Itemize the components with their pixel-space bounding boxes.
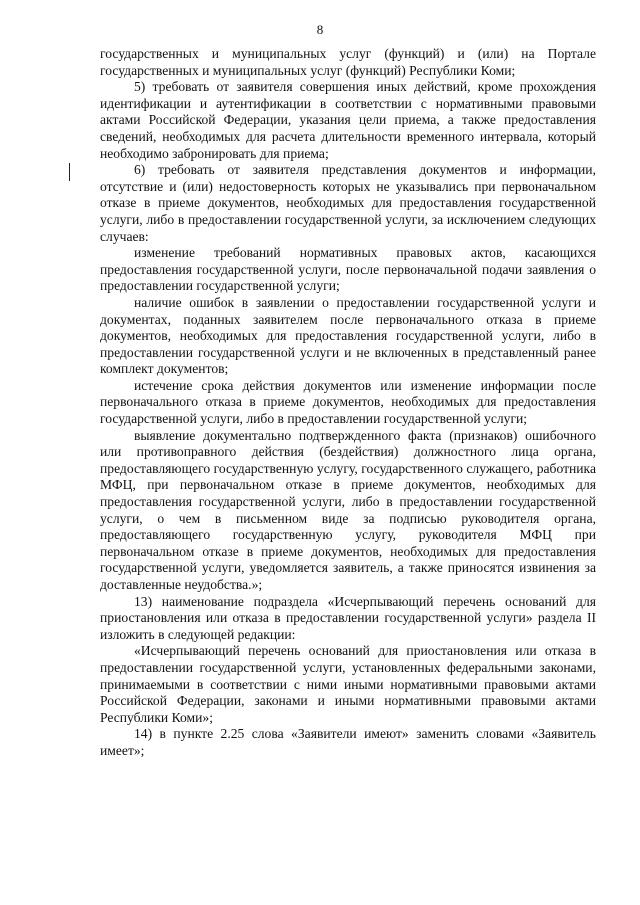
paragraph-exception-unlawful-action: выявление документально подтвержденного факта (признаков) ошибочного или противоправного действия (бездействия) должностного лица органа, предоставляющего государственную услугу, государственного служащего, работника МФЦ, при первоначальном отказе в приеме документов, необходимых для предоставления государственной услуги, либо в предоставлении государственной услуги, о чем в письменном виде за подписью руководителя органа, предоставляющего государственную услугу, руководителя МФЦ при первоначальном отказе в приеме документов, необходимых для предоставления государственной услуги, уведомляется заявитель, а также приносятся извинения за доставленные неудобства.»; (100, 427, 596, 592)
margin-mark (69, 163, 70, 181)
page-number: 8 (316, 22, 324, 37)
paragraph-item-13: 13) наименование подраздела «Исчерпывающий перечень оснований для приостановления или отказа в предоставлении государственной услуги» раздела II изложить в следующей редакции: (100, 593, 596, 642)
paragraph-exception-document-expiry: истечение срока действия документов или изменение информации после первоначального отказа в приеме документов, необходимых для предоставления государственной услуги, либо в предоставлении государственной услуги; (100, 377, 596, 427)
paragraph-item-6: 6) требовать от заявителя представления документов и информации, отсутствие и (или) недостоверность которых не указывались при первоначальном отказе в приеме документов, необходимых для предоставления государственной услуги, либо в предоставлении государственной услуги, за исключением следующих случаев: (100, 162, 596, 244)
paragraph-portal-continuation: государственных и муниципальных услуг (функций) и (или) на Портале государственных и муниципальных услуг (функций) Республики Коми; (100, 46, 596, 78)
paragraph-exception-application-errors: наличие ошибок в заявлении о предоставлении государственной услуги и документах, поданных заявителем после первоначального отказа в приеме документов, необходимых для предоставления государственной услуги, либо в предоставлении государственной услуги и не включенных в представленный ранее комплект документов; (100, 294, 596, 377)
document-body (100, 46, 596, 760)
paragraph-item-5: 5) требовать от заявителя совершения иных действий, кроме прохождения идентификации и аутентификации в соответствии с нормативными правовыми актами Российской Федерации, указания цели приема, а также предоставления сведений, необходимых для расчета длительности временного интервала, который необходимо забронировать для приема; (100, 79, 596, 161)
paragraph-exception-requirements-change: изменение требований нормативных правовых актов, касающихся предоставления государственной услуги, после первоначальной подачи заявления о предоставлении государственной услуги; (100, 245, 596, 294)
paragraph-item-14: 14) в пункте 2.25 слова «Заявители имеют» заменить словами «Заявитель имеет»; (100, 726, 596, 758)
paragraph-new-subsection-title: «Исчерпывающий перечень оснований для приостановления или отказа в предоставлении государственной услуги, установленных федеральными законами, принимаемыми в соответствии с ними иными нормативными правовыми актами Российской Федерации, законами и иными нормативными правовыми актами Республики Коми»; (100, 643, 596, 725)
